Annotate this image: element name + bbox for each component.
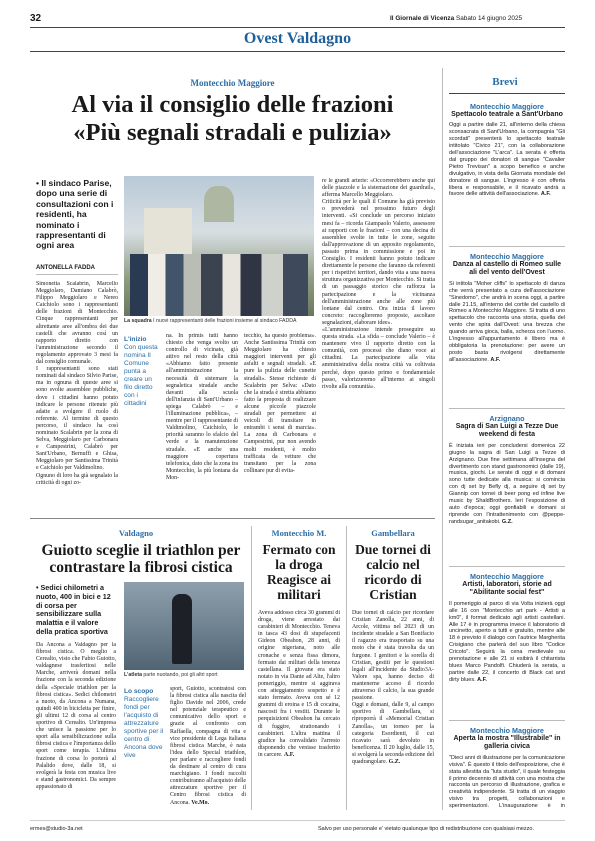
story3-headline: Fermato con la droga Reagisce ai militari [262,542,336,602]
photo-people-group [130,254,308,316]
brevi-item-sign: G.Z. [501,518,513,525]
story2-caption [124,672,246,678]
story2-summary: • Sedici chilometri a nuoto, 400 in bici e 12 di corsa per sensibilizzare sulla malattia e il valore della pratica sportiva [36,583,111,636]
caption-text: I nuovi rappresentanti delle frazioni insieme al sindaco [153,318,278,324]
story4-body [352,610,434,810]
brevi-item-kicker: Arzignano [489,414,525,423]
story2-col-1-text: Da Ancona a Valdagno per la fibrosi cistica. O meglio a Cerealto, visto che Fabio Guiotto, valdagnese trasferitosi nelle Marche, arriverà domani nella frazione con la seconda edizione della «Speciale triathlon per la fibrosi cistica». Sedici chilometri a nuoto, da Ancona a Numana, quindi 400 in bicicletta per finire, gli ultimi 12 di corsa al centro sportivo di Cerealto. Un'impresa che unisce la passione per lo sport alla sensibilizzazione sulla fibrosi cistica e l'importanza dello sport come terapia. L'ultima frazione di corsa lo porterà al Palalido dove, dalle 18, si svolgerà la festa con musica live e stand gastronomici. Da sempre appassionato di [36,642,116,790]
story3-kicker: Montecchio M. [271,528,327,538]
story3-signature: A.F. [284,751,295,758]
brevi-item [449,252,565,406]
brevi-item-body [449,755,565,810]
brevi-item [449,414,565,564]
story2-caption-text: parte nuotando, poi gli altri sport [143,672,218,678]
brevi-separator [449,720,565,721]
brevi-separator [449,246,565,247]
byline-rule [36,274,118,275]
brevi-item-text: Si intitola "Moher cliffs" lo spettacolo di danza che verrà presentato a cura dell'associazione "Sinedomo", che andrà in scena oggi, a partire dalle 21.15, all'interno del cortile del castello di Romeo a Montecchio Maggiore. Si tratta di uno spettacolo che racconta una storia, quella del vento che spira dall'Ovest: una brezza che quando arriva gioca, balla, scherza con l'uomo. L'ingresso all'appuntamento è libero ma è obbligatoria la prenotazione: per avere un posto basta rivolgersi direttamente all'associazione. [449,280,565,363]
main-headline-line1: Al via il consiglio delle frazioni [71,91,394,118]
story2-sidebox-title: Lo scopo [124,688,154,695]
story3-text: Aveva addosso circa 30 grammi di droga, viene arrestato dai carabinieri di Montecchio. Teneva in tasca 43 dosi di stupefacenti Gideon Obeahon, 28 anni, di origine nigeriana, noto alle cronache e senza fissa dimora, fermato dai militari della tenenza castellana. Il giovane era stato notato in via Dante ad Alte, l'altro pomeriggio, mentre si aggirava con atteggiamento sospetto e è stato fermato. Aveva con sé 12 grammi di eroina e 15 di cocaina, nascosti fra i vestiti. Durante le perquisizioni Obeahon ha cercato di fuggire, strattonando i carabinieri. L'altra mattina il giudice ha convalidato l'arresto disponendo che venisse trasferito in carcere. [258,610,340,758]
main-col-1 [36,281,118,506]
brevi-item-text: "Dieci anni di illustrazione per la comunicazione visiva". È questo il titolo dell'esposizione, che è stata allestita da "luta studio", il quale festeggia il primo decennio di attività con una mostra che racconta un percorso di illustrazione, grafica e creatività indipendente. Si tratta di un viaggio visivo tra progetti, collaborazioni e sperimentazioni. L'inaugurazione è in [449,754,565,810]
story-divider-1 [251,526,252,810]
main-bottom-rule [30,518,435,519]
footer-notice: Salvo per uso personale e' vietato qualunque tipo di redistribuzione con qualsiasi mezzo. [318,826,534,832]
main-col-2-text: na. In primis tutti hanno chiesto che venga svolto un controllo di vicinato, già attivo nel resto della città «Abbiamo fatto presente all'amministrazione la necessità di sistemare la segnaletica stradale anche davanti alla scuola dell'infanzia di Sant'Urbano – spiega Calabrò – e l'illuminazione pubblica», – mentre per il rappresentante di Valdimolino, Caichiolo, le priorità saranno lo sfalcio del verde e la manutenzione stradale. «E anche una maggiore copertura telefonica, dato che la zona tra Montecchio, la più lontana da Mon- [166,333,238,481]
brevi-item-body [449,443,565,526]
story4-headline: Due tornei di calcio nel ricordo di Cristian [355,542,431,602]
masthead-line [390,15,522,22]
main-sidebox [124,336,162,408]
header-rule [30,27,565,28]
brevi-item-text: Oggi a partire dalle 21, all'interno della chiesa sconsacrata di Sant'Urbano, la compagnia "Gli scordati" presenterà lo spettacolo teatrale intitolato "Civico 21", con la collaborazione dell'associazione "L'arca". La serata è offerta dal gruppo dei donatori di sangue "Cavalier Pietro Trevisan" a scopo benefico e anche divulgativo, in vista della Giornata mondiale del donatore di sangue. L'ingresso è con offerta libera e responsabile, e il ricavato andrà a favore delle attività dell'associazione. [449,122,565,198]
brevi-item-sign: A.F. [477,676,487,683]
main-summary: • Il sindaco Parise, dopo una serie di consultazioni con i residenti, ha nominato i rappresentanti di ogni area [36,178,114,251]
section-title: Ovest Valdagno [243,30,352,47]
story4-text: Due tornei di calcio per ricordare Cristian Zanolla, 22 anni, di Arcole, vittima nel 2023 di un incidente stradale a San Bonifacio il ragazzo era trasportato su una moto che è stata travolta da un furgone. I genitori e la sorella di Cristian, gestiti per le questioni legali all'incidente da Studio3A-Valore spa, hanno deciso di mantenerne acceso il ricordo attraverso il calcio, la sua grande passione. Oggi e domani, dalle 9, al campo sportivo di Gambellara, si riproporrà il «Memorial Cristian Zanolla», un torneo per la categoria Esordienti, il cui ricavato sarà devoluto in beneficenza. Il 20 luglio, dalle 15, si svolgerà la seconda edizione del quadrangolare. [352,610,434,765]
sidebox-text: Con questa nomina Il Comune punta a creare un filo diretto con i cittadini [124,344,158,407]
brevi-item [449,102,565,244]
footer-rule [30,820,565,821]
story2-col-2 [170,686,246,810]
story4-signature: G.Z. [388,758,401,765]
newspaper-name: Il Giornale di Vicenza [390,15,455,22]
main-headline-line2: «Più segnali stradali e pulizia» [73,119,392,146]
caption-credit: FADDA [279,318,297,324]
story3-body [258,610,340,810]
brevi-item-kicker: Montecchio Maggiore [470,572,544,581]
main-col-2 [166,333,238,506]
photo-tower [204,186,234,222]
brevi-separator [449,566,565,567]
main-col-4-text: re le grandi arterie: «Occorrerebbero anche qui delle piazzole e la sistemazione dei guardrail», afferma Marcello Meggiolaro. Criticità per le quali il Comune ha già previsto o prevederà nel prossimo futuro degli interventi. «Si conclude un percorso iniziato mesi fa – ricorda Giampaolo Valerio, assessore ai rapporti con le frazioni – con una decina di assemblee svolte in tutte le zone, seguite dall'approvazione di un apposito regolamento, passato prima in commissione e poi in Consiglio. I residenti hanno potuto indicare direttamente le persone che faranno da referenti per i rispettivi territori, dando vita a una nuova struttura organizzativa per Montecchio. Si tratta di un passaggio storico che rafforza la partecipazione e la vicinanza dell'amministrazione anche alle zone più lontane dal centro. Ora inizia il lavoro concreto: raccoglieremo proposte, ascoltare segnalazioni, elaborare idee». «L'amministrazione intende proseguire su questa strada. «La sfida – conclude Valerio – è mantenere vivo il rapporto diretto con la comunità, con processi che diano voce ai cittadini. La partecipazione alla vita amministrativa della nostra città va coltivata perché, dopo questo primo e fondamentale passo, valorizzeremo all'interno ai singoli rivolte alla comunità». [322,178,435,390]
story2-sidebox [124,688,164,760]
brevi-item-text: Il pomeriggio al parco di via Volta inizierà oggi alle 16 con "Montecchio art park - Artisti a km0", il format dedicato agli artisti castellani. Alle 17 è in programma invece il laboratorio di uncinetto, aperto a tutti e gratuito, mentre alle 18 è previsto il dialogo con l'autrice Margherita Crisigiano che parlerà del suo libro "Codice Cricoto". Seguirà la cena medievale su prenotazione e alle 21 si esibirà il chitarrista blues Marco Pandolfi. Chiuderà la serata, a partire dalle 22, il concerto di Black cat and dirty blues. [449,600,565,683]
sidebox-title: L'inizio [124,336,147,343]
byline: ANTONELLA FADDA [36,265,95,271]
brevi-panel [442,68,566,810]
brevi-title-rule [449,93,565,94]
brevi-item-body [449,122,565,198]
issue-date: Sabato 14 giugno 2025 [455,15,523,22]
brevi-item-body [449,601,565,684]
main-col-3-text: tecchio, ha questo problema». Anche Santissima Trinità con Meggiolaro ha chiesto maggiori interventi per gli asfalti e segnali stradali. «E pure la pulizia delle cunette stradali». Stesse richieste di Scalabrin per Selva: «Dato che la strada è stretta abbiamo fatto la proposta di realizzare alcune piccole piazzole stradali per permettere ai veicoli di transitare in entrambi i sensi di marcia». La zona di Carbonara e Campestrini, pur non avendo molti residenti, è molto trafficata da vetture che transitano per la zona collinare pur di evita- [244,333,316,474]
caption-label: La squadra [124,318,152,324]
brevi-item-title: Artisti, laboratori, storie ad "Abilitante social fest" [462,581,552,597]
main-photo-caption [124,318,314,324]
brevi-item-kicker: Montecchio Maggiore [470,102,544,111]
story2-col-2-text: sport, Guiotto, scontratosi con la fibrosi cistica alla nascita del figlio Davide nel 2006, crede nel potenziale terapeutico e comunicativo dello sport e grazie al confronto con Raffaella, compagna di vita e vice presidente di Lega italiana fibrosi cistica Marche, è nata l'idea dello Special triathlon, per parlare e raccogliere fondi da destinare al centro di cura marchigiano. I fondi raccolti contribuiranno all'acquisto delle attrezzature sportive per il Centro fibrosi cistica di Ancona. [170,686,246,806]
main-col-4 [322,178,435,506]
story2-signature: Ve.Mo. [191,799,210,806]
page-number: 32 [30,13,42,24]
brevi-item [449,572,565,718]
brevi-title: Brevi [492,76,518,88]
section-rule [30,51,565,52]
story2-caption-label: L'atleta [124,672,142,678]
brevi-separator [449,408,565,409]
brevi-item-kicker: Montecchio Maggiore [470,252,544,261]
brevi-item-title: Danza al castello di Romeo sulle ali del vento dell'Ovest [452,261,562,277]
story2-headline: Guiotto sceglie il triathlon per contrastare la fibrosi cistica [41,542,241,576]
story-divider-2 [346,526,347,810]
main-col-3 [244,333,316,506]
main-kicker: Montecchio Maggiore [190,78,275,88]
main-col-1-text: Simonetta Scalabrin, Marcello Meggiolaro, Damiano Calabrò, Filippo Meggiolaro e Nereo Caichiolo sono i rappresentanti delle frazioni di Montecchio. Cinque rappresentanti per altrettante aree all'ombra dei due castelli che avranno così un rapporto diretto con l'amministrazione secondo il regolamento approvato 3 mesi fa dal consiglio comunale. I rappresentanti sono stati nominati dal sindaco Silvio Parise, ma in ognuna di queste aree si sono svolte assemblee pubbliche, dove i cittadini hanno potuto indicare le persone ritenute più adatte a svolgere il ruolo di referente. Al termine di questo percorso, il sindaco ha così nominato Scalabrin per la zona di Selva, Meggiolaro per Carbonara e Campestrini, Calabrò per Sant'Urbano, Bernuffi e Ghisa, Meggiolaro per Santissima Trinità e Caichiolo per Valdimolino. Ognuno di loro ha già segnalato la criticità di ogni zo- [36,281,118,486]
main-photo [124,176,314,316]
swimmer-figure [172,594,192,664]
brevi-item-title: Sagra di San Luigi a Tezze Due weekend di festa [455,423,559,439]
footer-email: ermes@studio-3a.net [30,826,83,832]
story2-kicker: Valdagno [118,528,154,538]
brevi-item-sign: A.F. [540,191,551,198]
brevi-item-sign: A.F. [490,356,501,363]
brevi-item-kicker: Montecchio Maggiore [470,726,544,735]
brevi-item [449,726,565,810]
story2-col-1 [36,642,116,810]
brevi-item-body [449,281,565,364]
story2-sidebox-text: Raccogliere fondi per l'acquisto di attrezzature sportive per il centro di Ancona dove vive [124,696,164,759]
brevi-item-text: È iniziata ieri per concludersi domenica 22 giugno la sagra di San Luigi a Tezze di Arzignano. Due fine settimana all'insegna del divertimento con stand gastronomici (dalle 19), musica, giochi. Le serate di oggi e di domani sono tutte dedicate alla musica: si comincia con dj set by Befly dj, a seguire dj set by Giannip con tornei di beer pong ed infine live music by ShaldBrothers. Ieri l'esposizione di auto d'epoca; oggi gonfiabili e domani si riprende con l'intrattenimento con @peppe-randsugar_anitakobi. [449,442,565,525]
story2-photo [124,582,244,670]
story4-kicker: Gambellara [371,528,415,538]
brevi-item-title: Spettacolo teatrale a Sant'Urbano [451,111,563,118]
brevi-item-title: Aperta la mostra "Illustrabile" in galleria civica [453,735,561,751]
